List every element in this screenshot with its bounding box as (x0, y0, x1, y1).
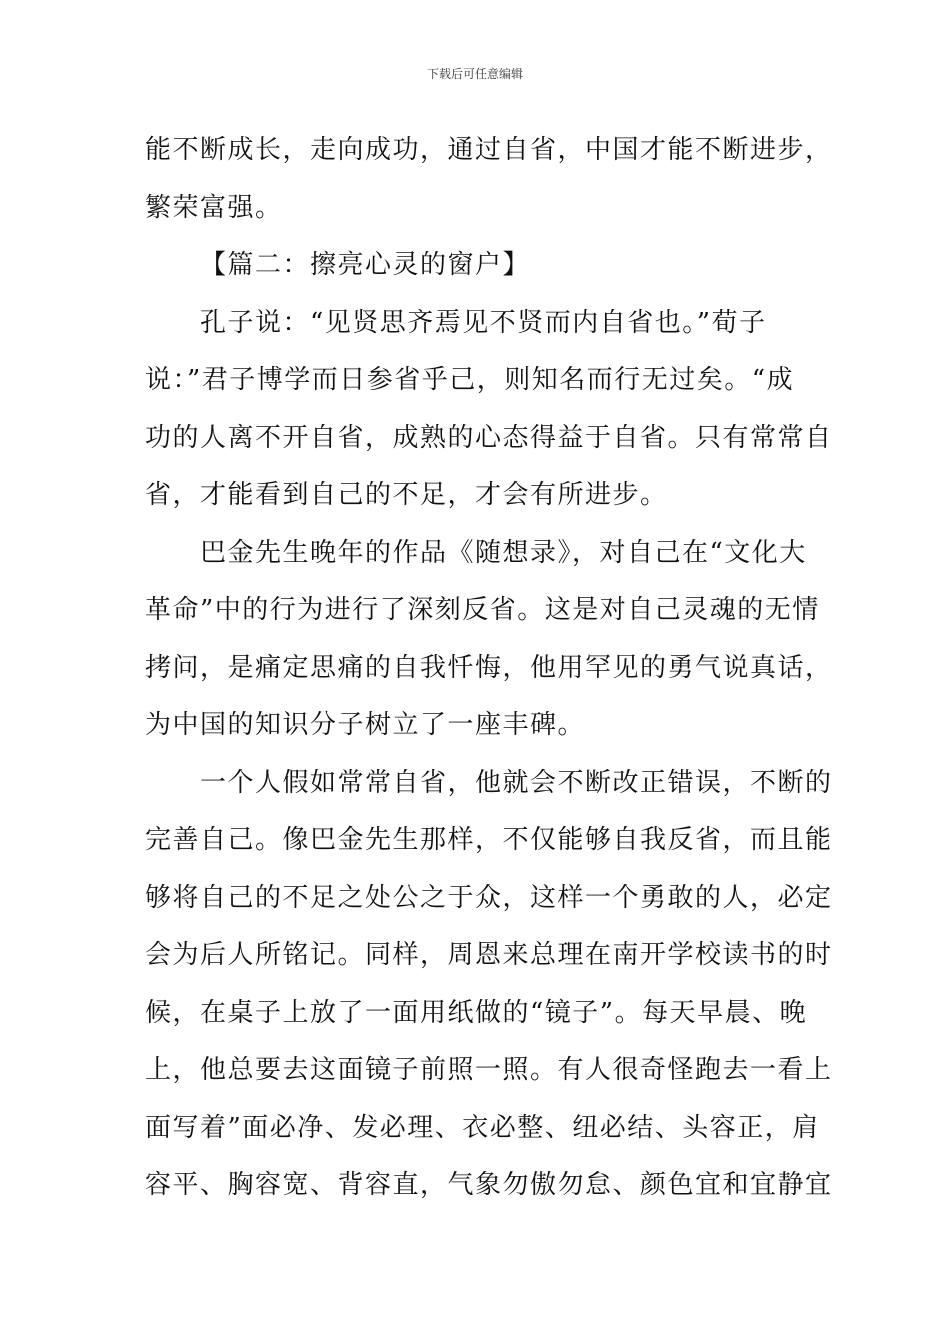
section-heading: 【篇二：擦亮心灵的窗户】 (200, 250, 531, 280)
text-line: 孔子说：“见贤思齐焉见不贤而内自省也。”荀子 (200, 307, 767, 338)
text-line: 会为后人所铭记。同样，周恩来总理在南开学校读书的时 (145, 940, 833, 970)
text-line: 拷问，是痛定思痛的自我忏悔，他用罕见的勇气说真话， (145, 652, 833, 683)
text-line: 容平、胸容宽、背容直，气象勿傲勿怠、颜色宜和宜静宜 (145, 1170, 833, 1200)
text-line: 为中国的知识分子树立了一座丰碑。 (145, 710, 586, 740)
text-line: 功的人离不开自省，成熟的心态得益于自省。只有常常自 (145, 422, 833, 453)
text-line: 完善自己。像巴金先生那样，不仅能够自我反省，而且能 (145, 825, 833, 855)
text-line: 一个人假如常常自省，他就会不断改正错误，不断的 (200, 767, 833, 798)
text-line: 面写着”面必净、发必理、衣必整、纽必结、头容正，肩 (145, 1112, 820, 1143)
text-line: 省，才能看到自己的不足，才会有所进步。 (145, 480, 668, 510)
text-line: 繁荣富强。 (145, 192, 283, 223)
text-line: 巴金先生晚年的作品《随想录》，对自己在“文化大 (200, 537, 807, 568)
text-line: 革命”中的行为进行了深刻反省。这是对自己灵魂的无情 (145, 595, 820, 625)
text-line: 候，在桌子上放了一面用纸做的“镜子”。每天早晨、晚 (145, 997, 808, 1028)
text-line: 说：”君子博学而日参省乎己，则知名而行无过矣。“成 (145, 365, 795, 395)
text-line: 能不断成长，走向成功，通过自省，中国才能不断进步， (145, 135, 833, 165)
text-line: 上，他总要去这面镜子前照一照。有人很奇怪跑去一看上 (145, 1055, 833, 1085)
text-line: 够将自己的不足之处公之于众，这样一个勇敢的人，必定 (145, 882, 833, 913)
page-header: 下载后可任意编辑 (426, 67, 523, 81)
document-body (145, 122, 833, 1215)
